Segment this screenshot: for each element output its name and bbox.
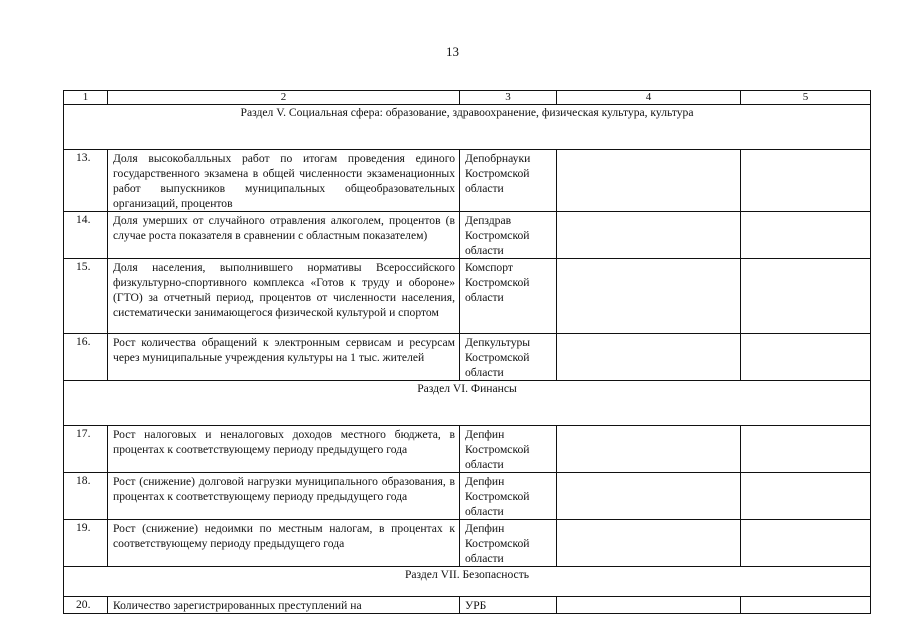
value-cell	[557, 520, 741, 567]
table-row	[64, 259, 871, 334]
table-row	[64, 426, 871, 473]
header-cell: 2	[108, 91, 460, 105]
indicator-description: Рост (снижение) недоимки по местным налогам, в процентах к соответствующему периоду предыдущего года	[108, 520, 460, 567]
header-cell: 3	[460, 91, 557, 105]
value-cell	[741, 259, 871, 334]
value-cell	[741, 334, 871, 381]
value-cell	[557, 426, 741, 473]
value-cell	[741, 426, 871, 473]
responsible-body: Депобрнауки Костромской области	[460, 150, 557, 212]
section-title: Раздел VII. Безопасность	[64, 567, 871, 597]
value-cell	[557, 259, 741, 334]
value-cell	[741, 212, 871, 259]
responsible-body: Депкультуры Костромской области	[460, 334, 557, 381]
value-cell	[741, 520, 871, 567]
indicator-description: Количество зарегистрированных преступлений на	[108, 597, 460, 614]
row-number: 16.	[64, 334, 108, 381]
value-cell	[557, 150, 741, 212]
section-row	[64, 567, 871, 597]
row-number: 19.	[64, 520, 108, 567]
header-cell: 4	[557, 91, 741, 105]
row-number: 18.	[64, 473, 108, 520]
table-row	[64, 334, 871, 381]
table-row	[64, 150, 871, 212]
table-row	[64, 473, 871, 520]
row-number: 14.	[64, 212, 108, 259]
indicator-description: Доля высокобалльных работ по итогам проведения единого государственного экзамена в общей численности экзаменационных работ выпускников муниципальных общеобразовательных организаций, процентов	[108, 150, 460, 212]
value-cell	[557, 597, 741, 614]
indicator-description: Рост (снижение) долговой нагрузки муниципального образования, в процентах к соответствующему периоду предыдущего года	[108, 473, 460, 520]
row-number: 13.	[64, 150, 108, 212]
section-row	[64, 381, 871, 426]
responsible-body: Депфин Костромской области	[460, 520, 557, 567]
indicators-table	[63, 90, 871, 614]
indicator-description: Доля умерших от случайного отравления алкоголем, процентов (в случае роста показателя в сравнении с областным показателем)	[108, 212, 460, 259]
indicator-description: Доля населения, выполнившего нормативы Всероссийского физкультурно-спортивного комплекса «Готов к труду и обороне» (ГТО) за отчетный период, процентов от численности населения, систематически занимающегося физической культурой и спортом	[108, 259, 460, 334]
header-cell: 5	[741, 91, 871, 105]
section-title: Раздел VI. Финансы	[64, 381, 871, 426]
responsible-body: Депздрав Костромской области	[460, 212, 557, 259]
indicator-description: Рост количества обращений к электронным сервисам и ресурсам через муниципальные учреждения культуры на 1 тыс. жителей	[108, 334, 460, 381]
table-row	[64, 520, 871, 567]
page-number: 13	[446, 44, 459, 59]
row-number: 20.	[64, 597, 108, 614]
value-cell	[741, 150, 871, 212]
row-number: 15.	[64, 259, 108, 334]
value-cell	[741, 473, 871, 520]
responsible-body: УРБ	[460, 597, 557, 614]
responsible-body: Комспорт Костромской области	[460, 259, 557, 334]
indicator-description: Рост налоговых и неналоговых доходов местного бюджета, в процентах к соответствующему периоду предыдущего года	[108, 426, 460, 473]
header-cell: 1	[64, 91, 108, 105]
responsible-body: Депфин Костромской области	[460, 426, 557, 473]
value-cell	[557, 212, 741, 259]
row-number: 17.	[64, 426, 108, 473]
header-row	[64, 91, 871, 105]
value-cell	[741, 597, 871, 614]
section-row	[64, 105, 871, 150]
table-row	[64, 597, 871, 614]
table-row	[64, 212, 871, 259]
responsible-body: Депфин Костромской области	[460, 473, 557, 520]
value-cell	[557, 473, 741, 520]
section-title: Раздел V. Социальная сфера: образование, здравоохранение, физическая культура, культура	[64, 105, 871, 150]
value-cell	[557, 334, 741, 381]
